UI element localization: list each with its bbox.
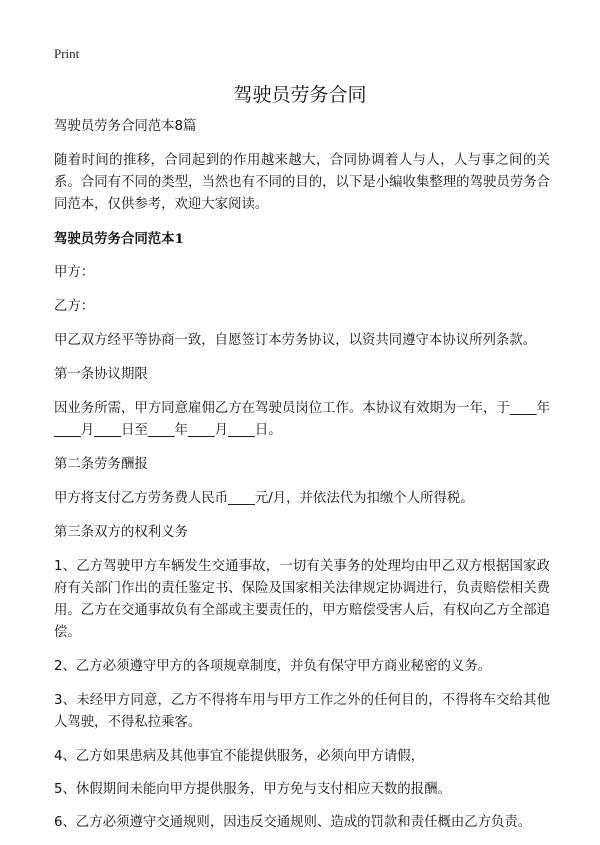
party-b-line: 乙方： [54, 299, 95, 314]
intro-paragraph: 随着时间的推移，合同起到的作用越来越大，合同协调着人与人，人与事之间的关系。合同有不同的类型，当然也有不同的目的，以下是小编收集整理的驾驶员劳务合同范本，仅供参考，欢迎大家阅读。 [54, 153, 550, 212]
term-paragraph: 因业务所需，甲方同意雇佣乙方在驾驶员岗位工作。本协议有效期为一年，于____年____月____日至____年____月____日。 [54, 401, 550, 438]
article-heading: 第二条劳务酬报 [54, 457, 148, 472]
article-heading: 第三条双方的权利义务 [54, 525, 188, 540]
section-heading: 驾驶员劳务合同范本1 [54, 231, 184, 247]
article-heading: 第一条协议期限 [54, 367, 148, 382]
document-title: 驾驶员劳务合同 [233, 84, 367, 106]
clause-paragraph: 1、乙方驾驶甲方车辆发生交通事故，一切有关事务的处理均由甲乙双方根据国家政府有关部门作出的责任鉴定书、保险及国家相关法律规定协调进行，负责赔偿相关费用。乙方在交通事故负有全部或主要责任的，甲方赔偿受害人后，有权向乙方全部追偿。 [54, 559, 550, 640]
clause-paragraph: 4、乙方如果患病及其他事宜不能提供服务，必须向甲方请假， [54, 749, 425, 764]
print-link[interactable]: Print [54, 46, 80, 61]
party-a-line: 甲方： [54, 265, 95, 280]
clause-paragraph: 5、休假期间未能向甲方提供服务，甲方免与支付相应天数的报酬。 [54, 782, 451, 797]
clause-paragraph: 3、未经甲方同意，乙方不得将车用与甲方工作之外的任何目的，不得将车交给其他人驾驶，不得私拉乘客。 [54, 693, 550, 730]
agreement-paragraph: 甲乙双方经平等协商一致，自愿签订本劳务协议，以资共同遵守本协议所列条款。 [54, 333, 537, 348]
document-body [54, 116, 550, 845]
clause-paragraph: 6、乙方必须遵守交通规则，因违反交通规则、造成的罚款和责任概由乙方负责。 [54, 815, 532, 830]
payment-paragraph: 甲方将支付乙方劳务费人民币____元/月，并依法代为扣缴个人所得税。 [54, 491, 474, 506]
document-subtitle: 驾驶员劳务合同范本8篇 [54, 119, 197, 134]
clause-paragraph: 2、乙方必须遵守甲方的各项规章制度，并负有保守甲方商业秘密的义务。 [54, 659, 492, 674]
